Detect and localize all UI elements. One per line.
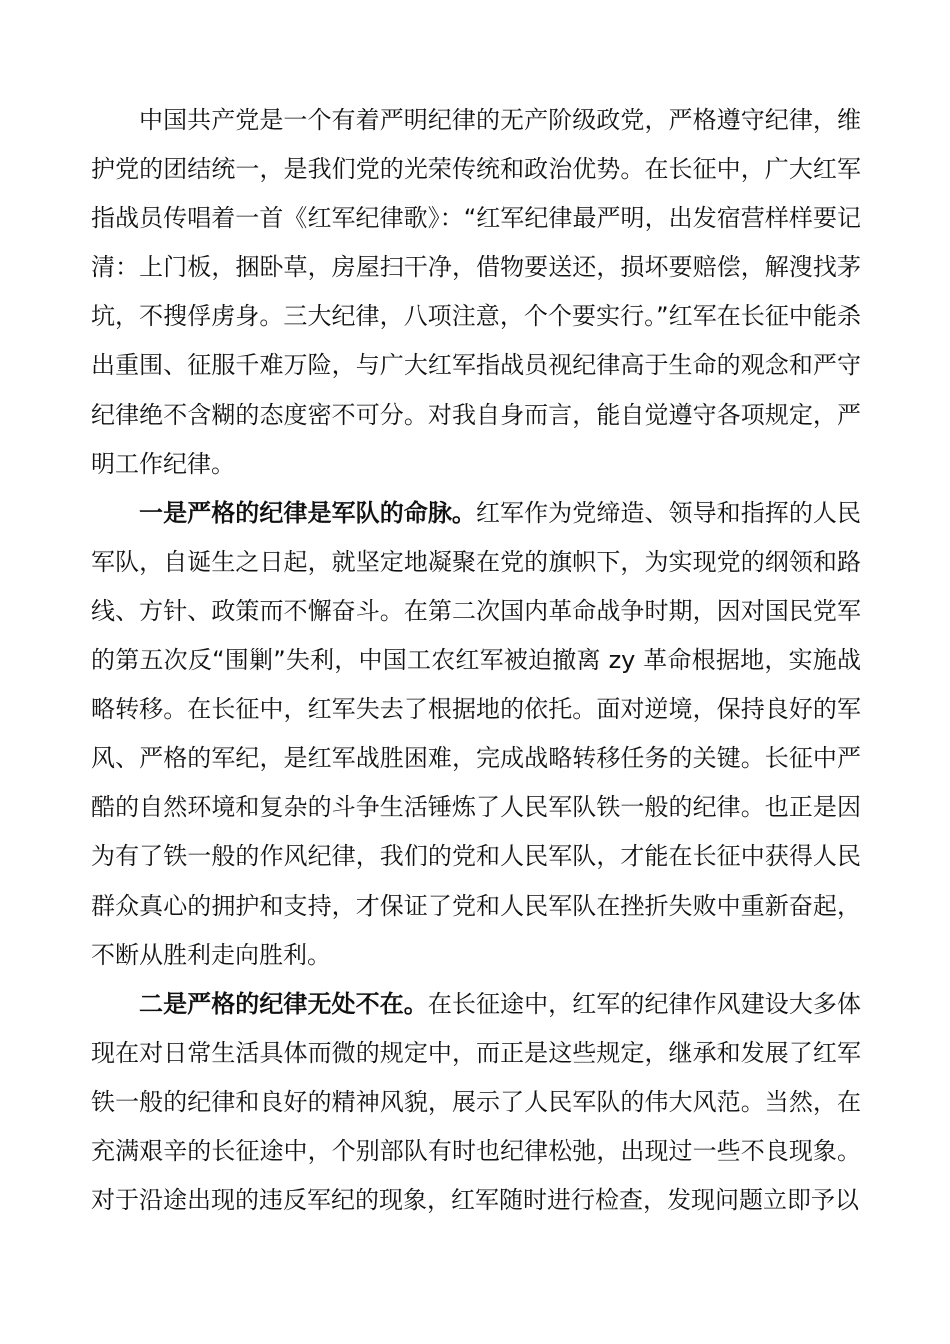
paragraph-point-two-text: 在长征途中，红军的纪律作风建设大多体现在对日常生活具体而微的规定中，而正是这些规定，继承和发展了红军铁一般的纪律和良好的精神风貌，展示了人民军队的伟大风范。当然，在充满艰辛的长征途中，个别部队有时也纪律松弛，出现过一些不良现象。对于沿途出现的违反军纪的现象，红军随时进行检查，发现问题立即予以 (91, 989, 861, 1215)
document-body (91, 96, 861, 1225)
paragraph-point-one-text: 红军作为党缔造、领导和指挥的人民军队，自诞生之日起，就坚定地凝聚在党的旗帜下，为实现党的纲领和路线、方针、政策而不懈奋斗。在第二次国内革命战争时期，因对国民党军的第五次反“围剿”失利，中国工农红军被迫撤离 zy 革命根据地，实施战略转移。在长征中，红军失去了根据地的依托。面对逆境，保持良好的军风、严格的军纪，是红军战胜困难，完成战略转移任务的关键。长征中严酷的自然环境和复杂的斗争生活锤炼了人民军队铁一般的纪律。也正是因为有了铁一般的作风纪律，我们的党和人民军队，才能在长征中获得人民群众真心的拥护和支持，才保证了党和人民军队在挫折失败中重新奋起，不断从胜利走向胜利。 (91, 498, 862, 969)
paragraph-point-one-heading: 一是严格的纪律是军队的命脉。 (139, 498, 476, 527)
paragraph-point-two-heading: 二是严格的纪律无处不在。 (139, 989, 428, 1018)
paragraph-intro (91, 96, 861, 489)
paragraph-point-two (91, 980, 861, 1225)
paragraph-point-one (91, 489, 861, 980)
paragraph-intro-text: 中国共产党是一个有着严明纪律的无产阶级政党，严格遵守纪律，维护党的团结统一，是我们党的光荣传统和政治优势。在长征中，广大红军指战员传唱着一首《红军纪律歌》：“红军纪律最严明，出发宿营样样要记清：上门板，捆卧草，房屋扫干净，借物要送还，损坏要赔偿，解溲找茅坑，不搜俘虏身。三大纪律，八项注意，个个要实行。”红军在长征中能杀出重围、征服千难万险，与广大红军指战员视纪律高于生命的观念和严守纪律绝不含糊的态度密不可分。对我自身而言，能自觉遵守各项规定，严明工作纪律。 (91, 106, 861, 478)
